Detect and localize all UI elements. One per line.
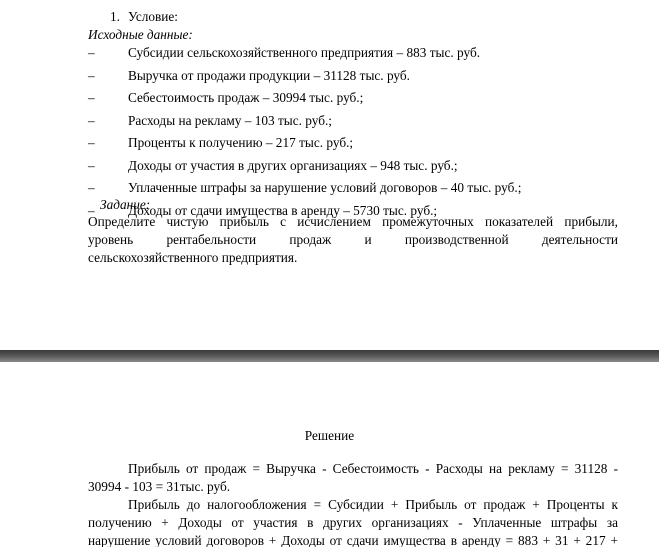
list-dash: – bbox=[88, 67, 95, 83]
solution-line: получению + Доходы от участия в других организациях - Уплаченные штрафы за bbox=[88, 515, 618, 530]
task-line: Определите чистую прибыль с исчислением промежуточных показателей прибыли, bbox=[88, 214, 618, 229]
list-dash: – bbox=[88, 157, 95, 173]
given-data-item-text: Доходы от участия в других организациях – 948 тыс. руб.; bbox=[128, 157, 458, 173]
list-dash: – bbox=[88, 45, 95, 60]
solution-line: нарушение условий договоров + Доходы от сдачи имущества в аренду = 883 + 31 + 217 + bbox=[88, 533, 618, 547]
list-dash: – bbox=[88, 90, 95, 105]
condition-number: 1. bbox=[110, 9, 120, 24]
solution-line: Прибыль от продаж = Выручка - Себестоимость - Расходы на рекламу = 31128 - bbox=[128, 461, 618, 476]
solution-line: 30994 - 103 = 31тыс. руб. bbox=[88, 479, 231, 494]
solution-title: Решение bbox=[304, 428, 355, 443]
list-dash: – bbox=[88, 202, 95, 218]
solution-line: Прибыль до налогообложения = Субсидии + Прибыль от продаж + Проценты к bbox=[128, 497, 618, 512]
task-text bbox=[88, 213, 618, 267]
list-dash: – bbox=[88, 112, 95, 128]
task-heading: Задание: bbox=[100, 197, 151, 212]
page-separator bbox=[0, 350, 659, 362]
list-dash: – bbox=[88, 135, 95, 150]
given-data-item-text: Уплаченные штрафы за нарушение условий договоров – 40 тыс. руб.; bbox=[128, 180, 522, 195]
solution-paragraph-pretax-profit bbox=[88, 496, 618, 547]
given-data-item-text: Расходы на рекламу – 103 тыс. руб.; bbox=[128, 112, 332, 128]
given-data-item-text: Проценты к получению – 217 тыс. руб.; bbox=[128, 135, 354, 150]
task-line: сельскохозяйственного предприятия. bbox=[88, 250, 298, 265]
given-data-heading: Исходные данные: bbox=[88, 27, 193, 42]
task-line: уровень рентабельности продаж и производственной деятельности bbox=[88, 232, 618, 247]
condition-title: Условие: bbox=[128, 9, 178, 24]
list-dash: – bbox=[88, 180, 95, 195]
solution-paragraph-sales-profit bbox=[88, 460, 618, 496]
condition-heading bbox=[110, 8, 178, 26]
given-data-item-text: Субсидии сельскохозяйственного предприятия – 883 тыс. руб. bbox=[128, 45, 481, 60]
given-data-item-text: Доходы от сдачи имущества в аренду – 5730 тыс. руб.; bbox=[128, 202, 438, 218]
document-page-bottom bbox=[0, 362, 659, 547]
given-data-item-text: Себестоимость продаж – 30994 тыс. руб.; bbox=[128, 90, 364, 105]
given-data-item-text: Выручка от продажи продукции – 31128 тыс. руб. bbox=[128, 67, 410, 83]
